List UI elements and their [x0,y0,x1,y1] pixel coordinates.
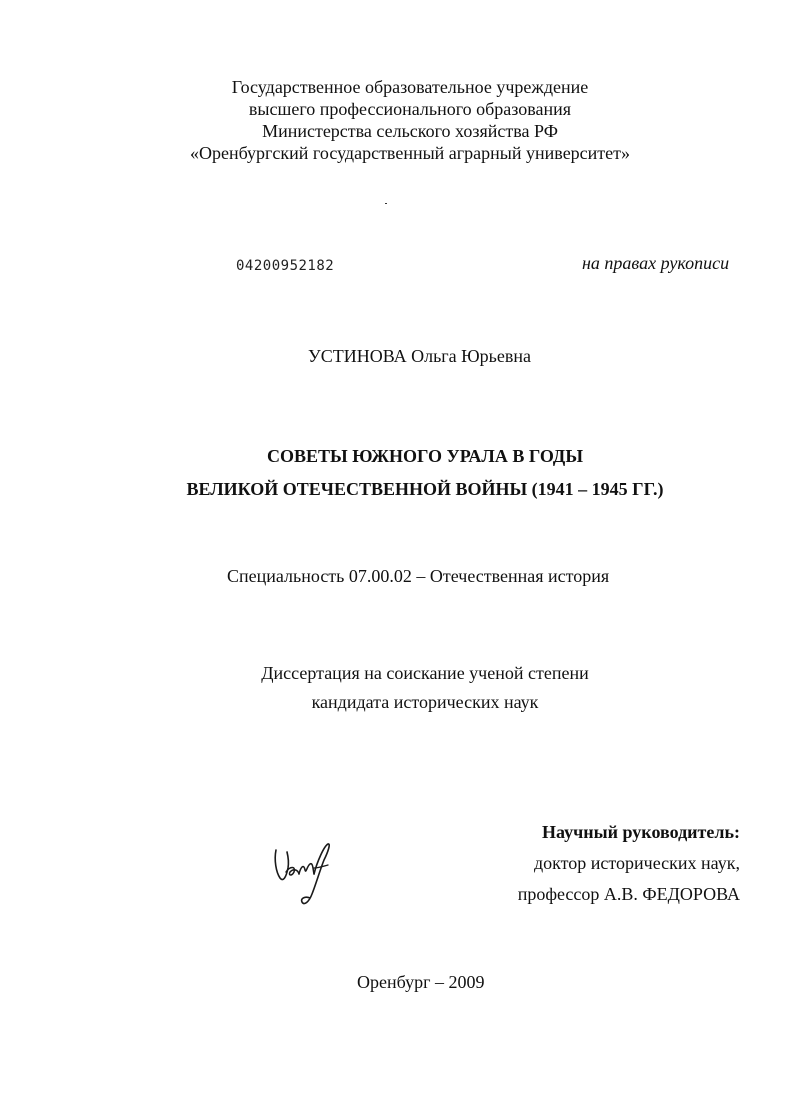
institution-line-3: Министерства сельского хозяйства РФ [262,121,558,141]
title-line-2: ВЕЛИКОЙ ОТЕЧЕСТВЕННОЙ ВОЙНЫ (1941 – 1945 ГГ.) [186,479,664,499]
scan-speck [385,203,387,204]
institution-line-1: Государственное образовательное учреждение [231,77,589,97]
institution-line-2: высшего профессионального образования [248,99,572,119]
institution-line-4: «Оренбургский государственный аграрный университет» [189,143,631,163]
signature-icon [270,838,340,910]
title-line-1: СОВЕТЫ ЮЖНОГО УРАЛА В ГОДЫ [267,446,583,466]
degree-block [0,659,795,717]
supervisor-name: профессор А.В. ФЕДОРОВА [517,884,740,904]
dissertation-title [0,440,795,506]
manuscript-note: на правах рукописи [582,253,730,273]
supervisor-heading: Научный руководитель: [542,822,740,842]
catalog-number: 04200952182 [236,258,335,274]
supervisor-degree: доктор исторических наук, [534,853,740,873]
author-name: УСТИНОВА Ольга Юрьевна [308,346,531,366]
degree-line-1: Диссертация на соискание ученой степени [261,663,589,683]
degree-line-2: кандидата исторических наук [311,692,539,712]
institution-block [0,76,795,164]
specialty: Специальность 07.00.02 – Отечественная история [227,566,610,586]
supervisor-block [518,817,740,910]
city-year: Оренбург – 2009 [357,972,485,992]
